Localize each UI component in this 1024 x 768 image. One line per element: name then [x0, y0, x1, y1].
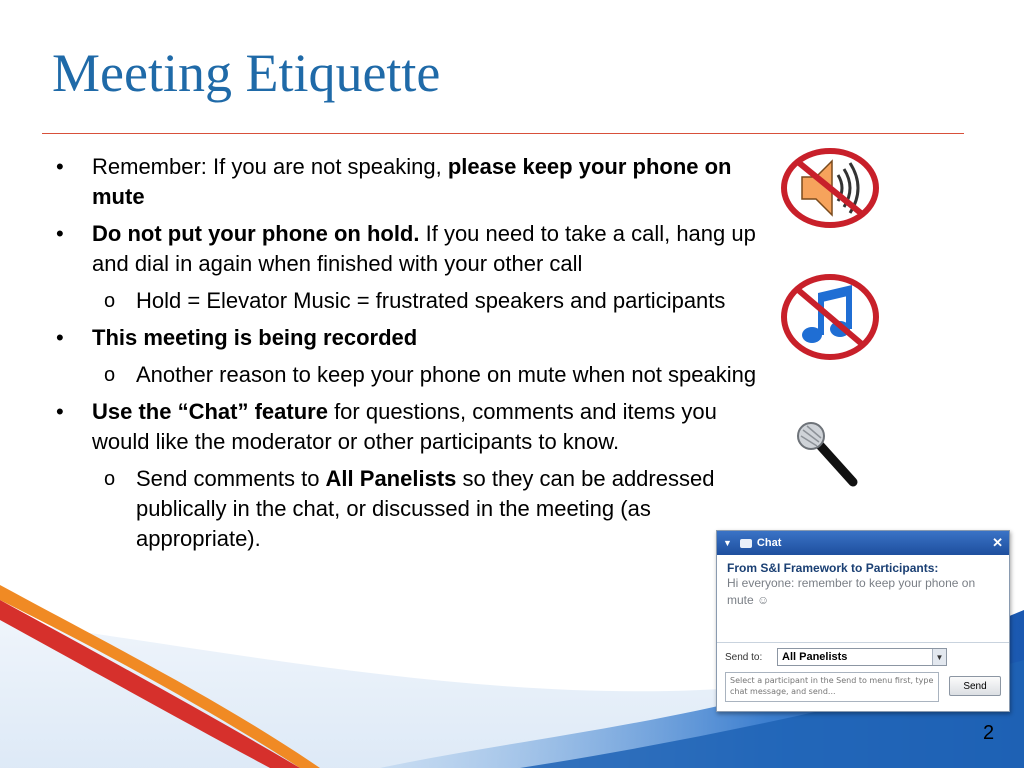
sub-bullet-marker: o [104, 468, 116, 490]
chat-message-text: Hi everyone: remember to keep your phone on mute ☺ [727, 576, 976, 607]
no-music-icon [780, 273, 880, 361]
bullet-text: Remember: If you are not speaking, [92, 154, 448, 179]
bullet-text: so they can be addressed publically in the chat, or discussed in the meeting (as appropriate). [136, 466, 715, 551]
chat-input-row [717, 666, 1009, 702]
bullet-text: for questions, comments and items you would like the moderator or other participants to know. [92, 399, 717, 454]
title-divider [42, 133, 964, 134]
bullet-text: Hold = Elevator Music = frustrated speakers and participants [136, 288, 726, 313]
chat-message-area [717, 555, 1009, 643]
bullet-marker: • [56, 221, 64, 246]
send-to-dropdown[interactable] [777, 648, 947, 666]
sub-bullet-item [52, 286, 772, 316]
bullet-item [52, 152, 772, 212]
bullet-item [52, 397, 772, 457]
chat-message-input[interactable] [725, 672, 939, 702]
collapse-icon[interactable]: ▼ [723, 538, 732, 548]
bullet-text: This meeting is being recorded [92, 325, 418, 350]
bullet-marker: • [56, 154, 64, 179]
chat-message-sender: From S&I Framework to Participants: [727, 561, 939, 575]
chat-titlebar [717, 531, 1009, 555]
sub-bullet-item [52, 464, 772, 554]
bullet-text: All Panelists [325, 466, 457, 491]
send-to-row [717, 643, 1009, 666]
bullet-marker: • [56, 399, 64, 424]
bullet-text: If you need to take a call, hang up and dial in again when finished with your other call [92, 221, 756, 276]
microphone-icon [795, 420, 861, 490]
dropdown-arrow-icon[interactable]: ▼ [932, 649, 946, 665]
bullet-text: Do not put your phone on hold. [92, 221, 420, 246]
sub-bullet-marker: o [104, 364, 116, 386]
bullet-item [52, 219, 772, 279]
chat-title: Chat [756, 537, 782, 549]
bullet-list [52, 152, 772, 561]
chat-bubble-icon [740, 539, 752, 548]
bullet-marker: • [56, 325, 64, 350]
send-to-value: All Panelists [782, 651, 848, 663]
send-button[interactable]: Send [949, 676, 1001, 696]
chat-panel [716, 530, 1010, 712]
bullet-item [52, 323, 772, 353]
bullet-text: Send comments to [136, 466, 326, 491]
sub-bullet-item [52, 360, 772, 390]
send-to-label: Send to: [725, 651, 763, 663]
sub-bullet-marker: o [104, 290, 116, 312]
no-speaker-icon [780, 147, 880, 229]
close-icon[interactable]: ✕ [992, 535, 1003, 550]
bullet-text: Another reason to keep your phone on mute when not speaking [136, 362, 757, 387]
page-number: 2 [983, 722, 995, 744]
bullet-text: please keep your phone on mute [92, 154, 732, 209]
bullet-text: Use the “Chat” feature [92, 399, 328, 424]
slide-title: Meeting Etiquette [52, 43, 441, 103]
